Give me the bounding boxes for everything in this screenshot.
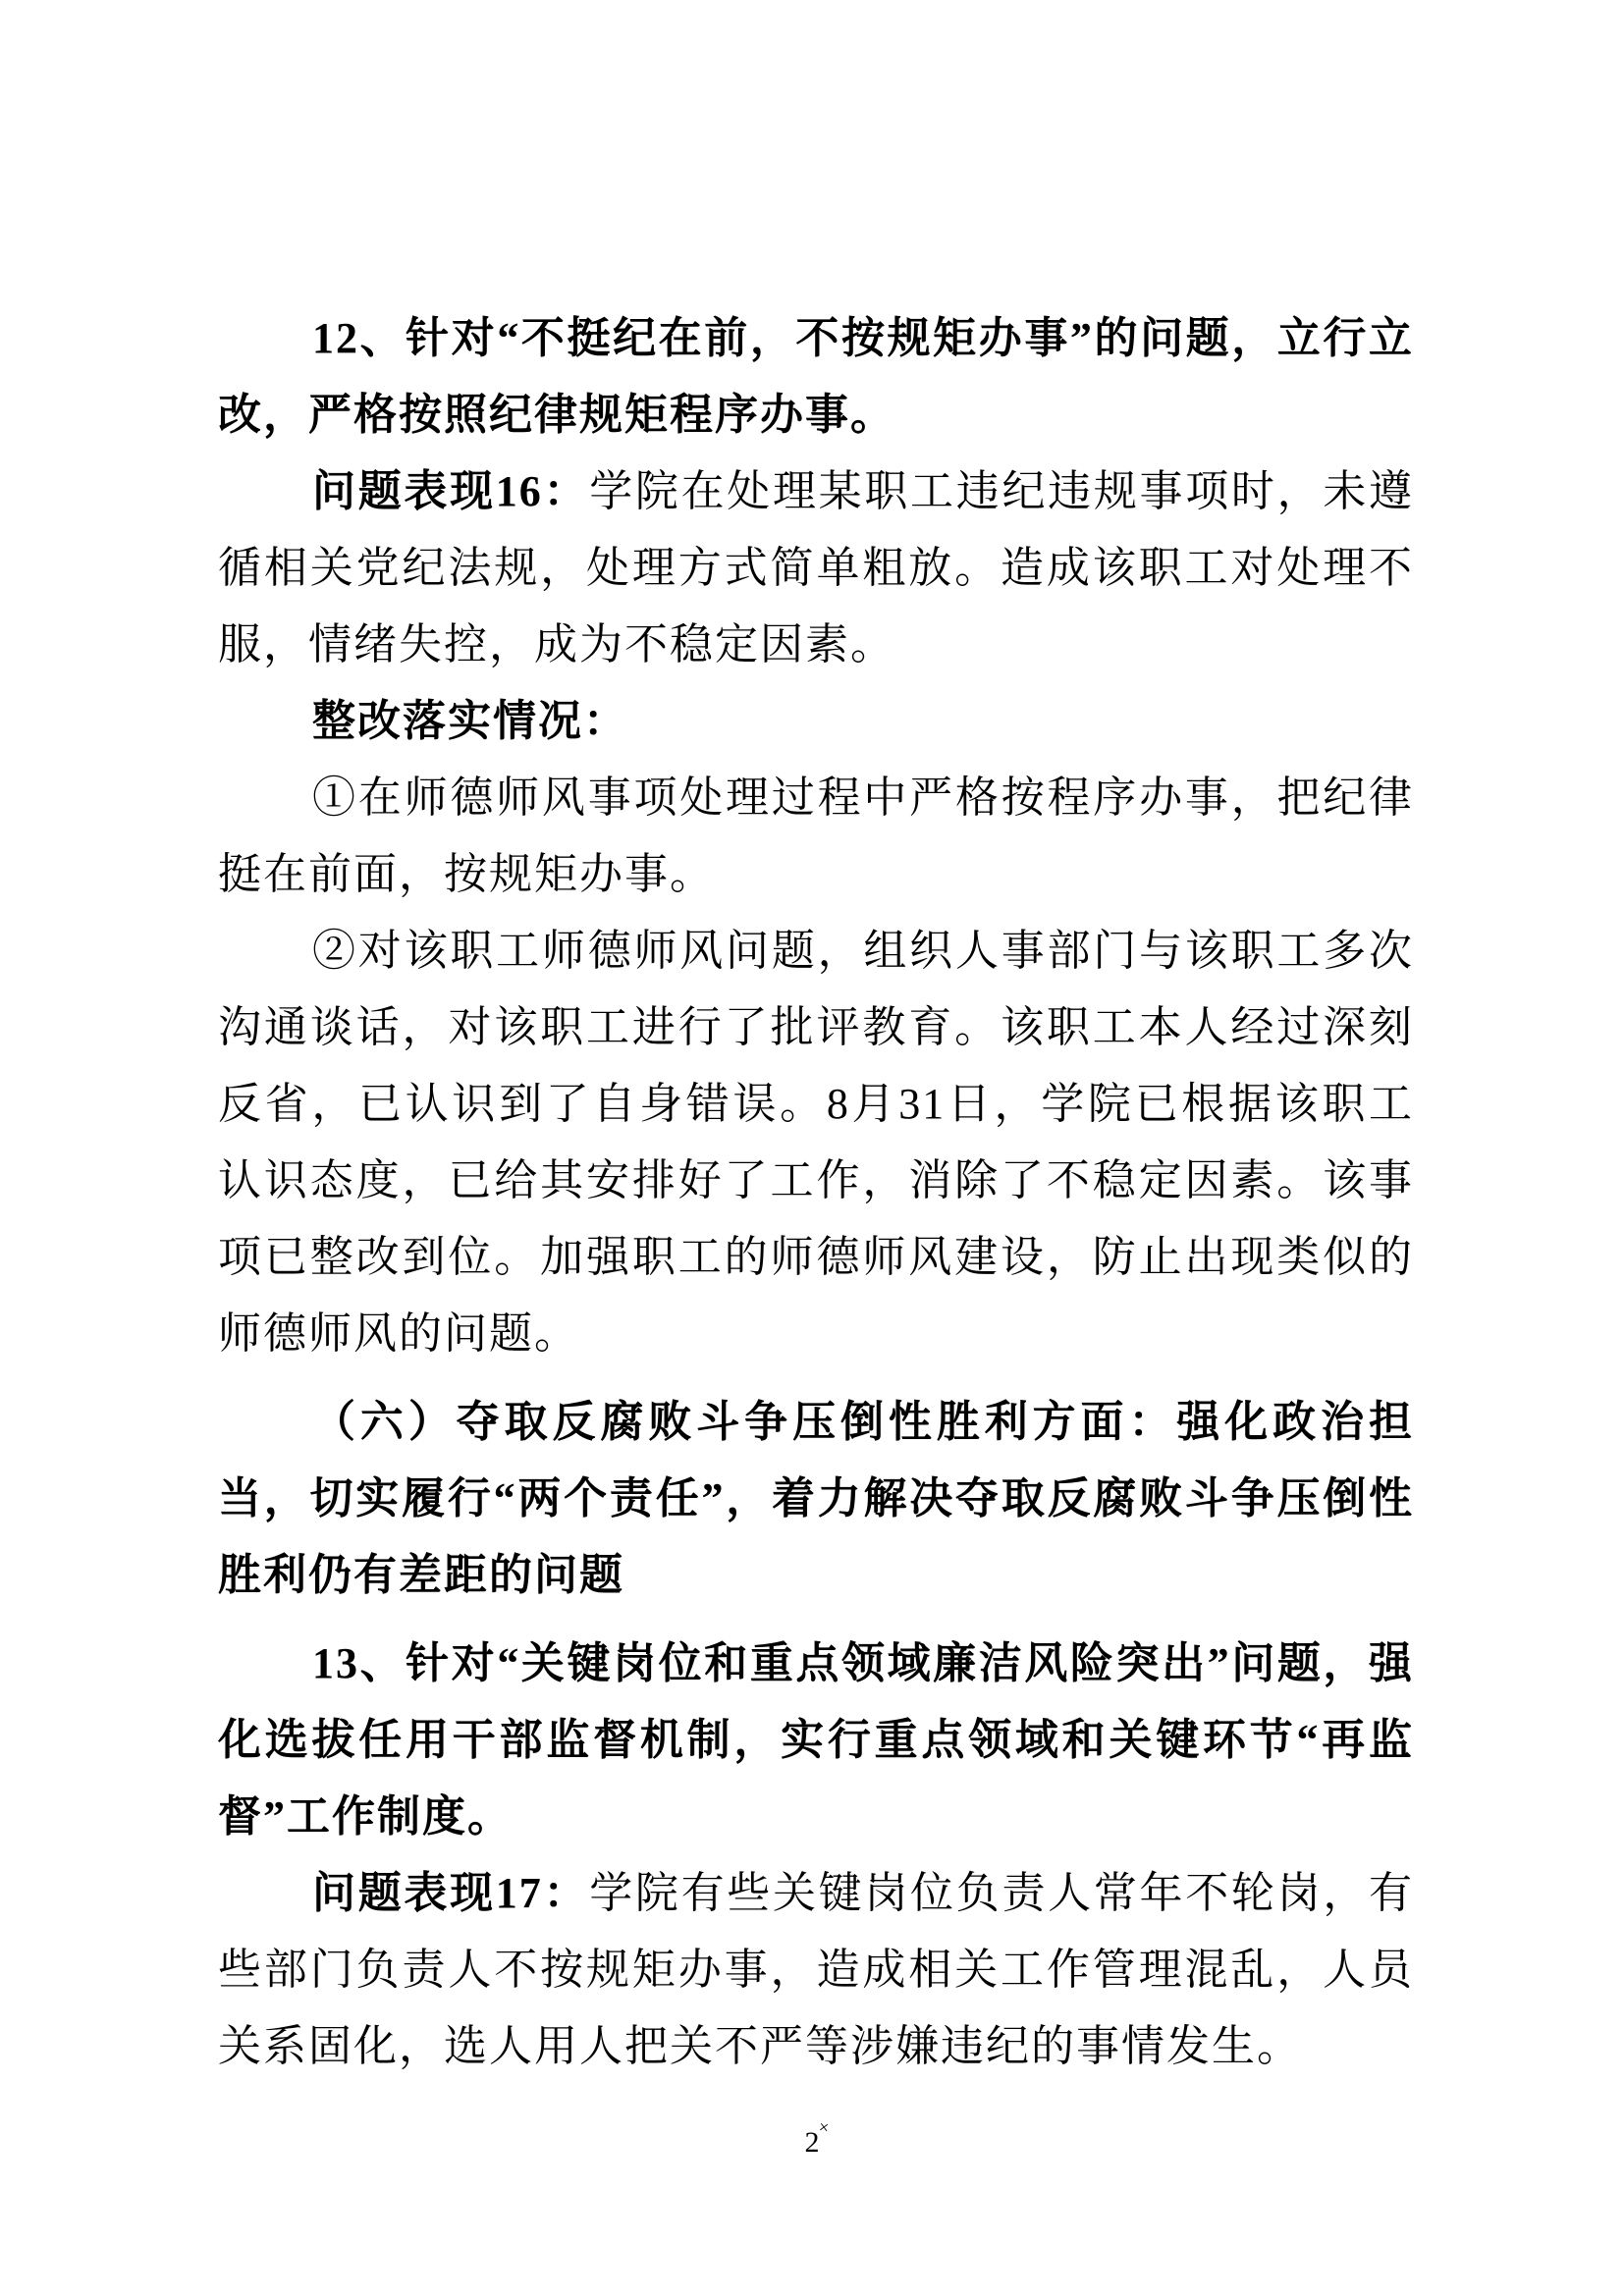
paragraph-rectification-step-2: ②对该职工师德师风问题，组织人事部门与该职工多次沟通谈话，对该职工进行了批评教育。该职工本人经过深刻反省，已认识到了自身错误。8月31日，学院已根据该职工认识态度，已给其安排好了工作，消除了不稳定因素。该事项已整改到位。加强职工的师德师风建设，防止出现类似的师德师风的问题。: [218, 927, 1414, 1358]
paragraph-section-6-heading: （六）夺取反腐败斗争压倒性胜利方面：强化政治担当，切实履行“两个责任”，着力解决夺取反腐败斗争压倒性胜利仍有差距的问题: [218, 1398, 1414, 1599]
paragraph-problem-16-text: 学院在处理某职工违纪违规事项时，未遵循相关党纪法规，处理方式简单粗放。造成该职工对处理不服，情绪失控，成为不稳定因素。: [218, 467, 1415, 668]
paragraph-measure-13-heading: 13、针对“关键岗位和重点领域廉洁风险突出”问题，强化选拔任用干部监督机制，实行重点领域和关键环节“再监督”工作制度。: [218, 1639, 1414, 1841]
paragraph-measure-12-heading: 12、针对“不挺纪在前，不按规矩办事”的问题，立行立改，严格按照纪律规矩程序办事。: [218, 314, 1414, 439]
paragraph-problem-17-label: 问题表现17：: [312, 1869, 590, 1917]
page-footer: [0, 2116, 1624, 2160]
paragraph-problem-17-text: 学院有些关键岗位负责人常年不轮岗，有些部门负责人不按规矩办事，造成相关工作管理混乱，人员关系固化，选人用人把关不严等涉嫌违纪的事情发生。: [218, 1869, 1415, 2070]
pen-mark-icon: ×: [818, 2116, 831, 2138]
paragraph-rectification-step-1: ①在师德师风事项处理过程中严格按程序办事，把纪律挺在前面，按规矩办事。: [218, 774, 1414, 898]
paragraph-rectification-status-heading: 整改落实情况：: [312, 697, 628, 745]
paragraph-problem-16: [218, 454, 1414, 683]
document-body: [218, 300, 1414, 2085]
paragraph-problem-16-label: 问题表现16：: [312, 467, 590, 515]
paragraph-problem-17: [218, 1855, 1414, 2085]
page-number-value: 2: [804, 2126, 820, 2159]
page-number: [804, 2116, 831, 2160]
